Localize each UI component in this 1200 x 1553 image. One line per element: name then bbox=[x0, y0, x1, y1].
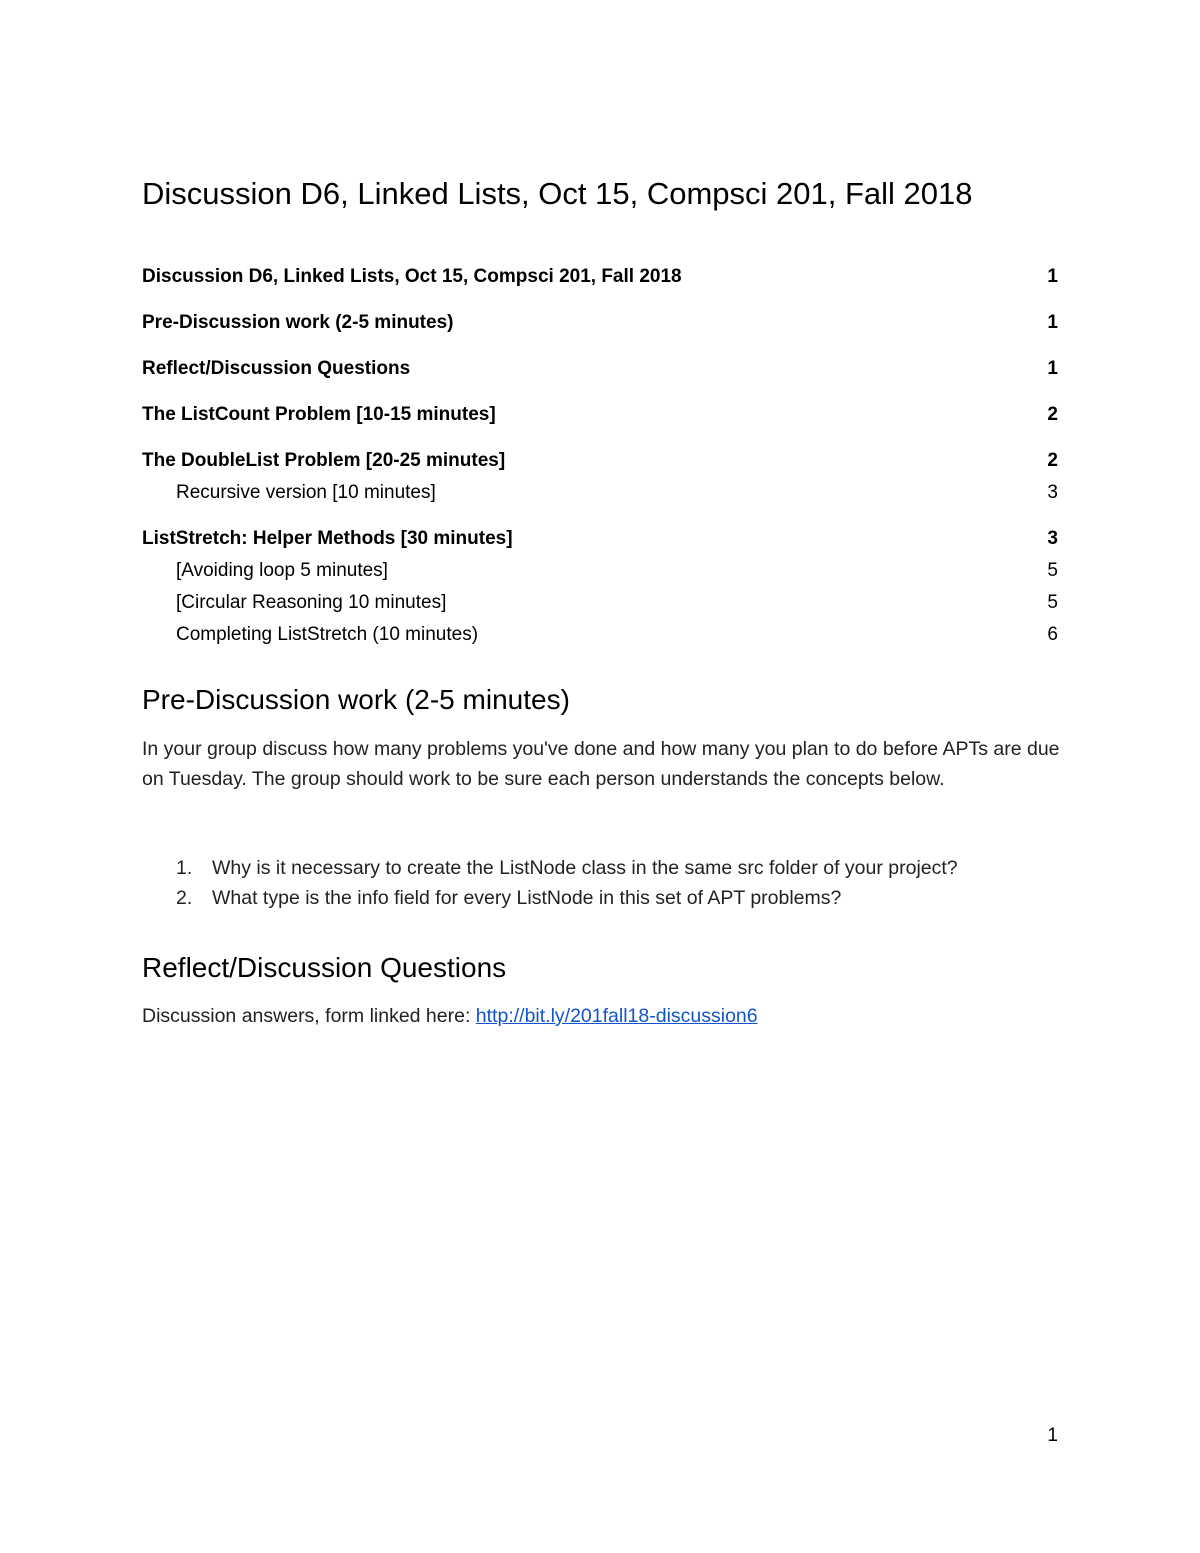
toc-entry-label: Recursive version [10 minutes] bbox=[176, 482, 436, 503]
toc-entry-label: Discussion D6, Linked Lists, Oct 15, Compsci 201, Fall 2018 bbox=[142, 266, 682, 287]
toc-entry-label: Reflect/Discussion Questions bbox=[142, 358, 411, 379]
toc-entry[interactable] bbox=[142, 308, 1058, 338]
reflect-paragraph bbox=[142, 1001, 1062, 1031]
list-item-number: 2. bbox=[176, 887, 193, 909]
toc-entry-page: 5 bbox=[1047, 560, 1058, 581]
discussion-form-link[interactable]: http://bit.ly/201fall18-discussion6 bbox=[475, 1005, 758, 1027]
toc-entry[interactable] bbox=[142, 446, 1058, 476]
section-heading-reflect: Reflect/Discussion Questions bbox=[142, 952, 507, 983]
toc-entry-label: The DoubleList Problem [20-25 minutes] bbox=[142, 450, 506, 471]
list-item-text: What type is the info field for every ListNode in this set of APT problems? bbox=[212, 887, 842, 909]
table-of-contents bbox=[142, 262, 1058, 650]
toc-entry-page: 3 bbox=[1047, 482, 1058, 503]
toc-entry-label: The ListCount Problem [10-15 minutes] bbox=[142, 404, 496, 425]
toc-entry-page: 3 bbox=[1047, 528, 1058, 549]
toc-entry-page: 2 bbox=[1047, 404, 1058, 425]
toc-entry-page: 2 bbox=[1047, 450, 1058, 471]
toc-subentry[interactable] bbox=[142, 620, 1058, 650]
toc-entry-label: [Avoiding loop 5 minutes] bbox=[176, 560, 388, 581]
list-item bbox=[142, 853, 1082, 883]
toc-entry[interactable] bbox=[142, 400, 1058, 430]
toc-entry[interactable] bbox=[142, 354, 1058, 384]
pre-discussion-paragraph: In your group discuss how many problems you've done and how many you plan to do before APTs are due on Tuesday. The group should work to be sure each person understands the concepts below. bbox=[142, 738, 1060, 790]
toc-entry[interactable] bbox=[142, 524, 1058, 554]
section-heading-pre-discussion: Pre-Discussion work (2-5 minutes) bbox=[142, 684, 570, 715]
toc-entry-page: 1 bbox=[1047, 358, 1058, 379]
toc-entry-label: ListStretch: Helper Methods [30 minutes] bbox=[142, 528, 513, 549]
page-number: 1 bbox=[1047, 1425, 1058, 1446]
toc-entry-page: 1 bbox=[1047, 266, 1058, 287]
reflect-text: Discussion answers, form linked here: bbox=[142, 1005, 476, 1027]
document-title: Discussion D6, Linked Lists, Oct 15, Compsci 201, Fall 2018 bbox=[142, 176, 973, 211]
toc-entry-label: Completing ListStretch (10 minutes) bbox=[176, 624, 479, 645]
toc-entry-label: [Circular Reasoning 10 minutes] bbox=[176, 592, 447, 613]
toc-entry[interactable] bbox=[142, 262, 1058, 292]
toc-entry-page: 6 bbox=[1047, 624, 1058, 645]
toc-entry-label: Pre-Discussion work (2-5 minutes) bbox=[142, 312, 454, 333]
list-item-text: Why is it necessary to create the ListNode class in the same src folder of your project? bbox=[212, 857, 958, 879]
list-item-number: 1. bbox=[176, 857, 193, 879]
list-item bbox=[142, 883, 1082, 913]
toc-entry-page: 1 bbox=[1047, 312, 1058, 333]
question-list bbox=[142, 853, 1082, 913]
toc-subentry[interactable] bbox=[142, 556, 1058, 586]
toc-subentry[interactable] bbox=[142, 588, 1058, 618]
toc-entry-page: 5 bbox=[1047, 592, 1058, 613]
toc-subentry[interactable] bbox=[142, 478, 1058, 508]
